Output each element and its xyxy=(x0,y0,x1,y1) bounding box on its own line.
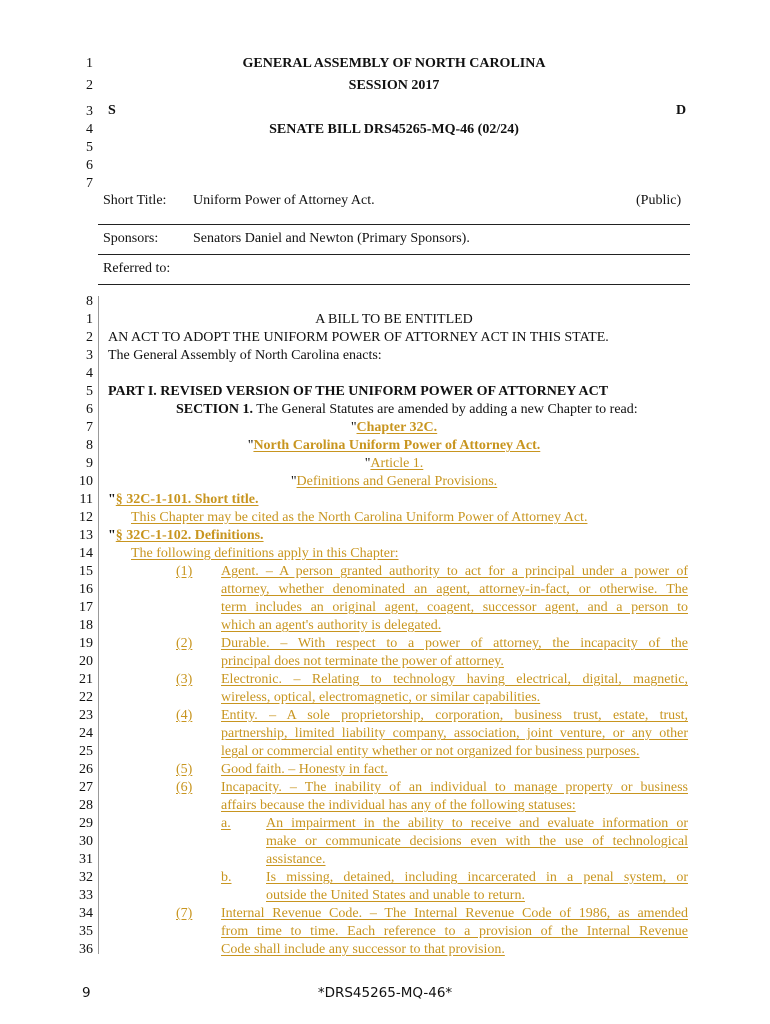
line-number: 33 xyxy=(79,888,93,903)
line-number: 8 xyxy=(86,438,93,453)
line-number: 32 xyxy=(79,870,93,885)
line-number: 27 xyxy=(79,780,93,795)
line-number: 25 xyxy=(79,744,93,759)
line-number: 5 xyxy=(86,140,93,155)
chapter-heading xyxy=(98,419,690,437)
sponsors-label: Sponsors: xyxy=(103,231,159,246)
line-number: 16 xyxy=(79,582,93,597)
divider xyxy=(98,284,690,285)
referred-label: Referred to: xyxy=(103,261,171,276)
chamber-code-left: S xyxy=(108,103,116,118)
act-name-heading xyxy=(98,437,690,455)
line-number: 15 xyxy=(79,564,93,579)
line-number: 2 xyxy=(86,78,93,93)
line-number: 9 xyxy=(86,456,93,471)
open-quote: " xyxy=(290,474,297,489)
line-number: 12 xyxy=(79,510,93,525)
line-number: 6 xyxy=(86,402,93,417)
line-number: 8 xyxy=(86,294,93,309)
definition-text: affairs because the individual has any of the following statuses: xyxy=(221,798,576,813)
definition-text: Electronic. – Relating to technology having electrical, digital, magnetic, xyxy=(221,672,688,687)
line-number: 30 xyxy=(79,834,93,849)
session-title: SESSION 2017 xyxy=(348,78,440,93)
definition-number: (2) xyxy=(176,636,193,651)
definition-text: partnership, limited liability company, association, joint venture, or any other xyxy=(221,726,688,741)
line-number: 7 xyxy=(86,420,93,435)
article-heading xyxy=(98,455,690,473)
definition-text: principal does not terminate the power of attorney. xyxy=(221,654,504,669)
short-title-label: Short Title: xyxy=(103,193,167,208)
definition-text: Incapacity. – The inability of an individual to manage property or business xyxy=(221,780,688,795)
open-quote: " xyxy=(350,420,357,435)
definition-text: Is missing, detained, including incarcerated in a penal system, or xyxy=(266,870,688,885)
definition-number: a. xyxy=(221,816,231,831)
definition-text: which an agent's authority is delegated. xyxy=(221,618,442,633)
section-text: The General Statutes are amended by adding a new Chapter to read: xyxy=(256,402,638,417)
line-number: 4 xyxy=(86,122,93,137)
line-number: 14 xyxy=(79,546,93,561)
line-number: 3 xyxy=(86,104,93,119)
section-102-heading xyxy=(108,527,264,545)
section-102-title: § 32C-1-102. Definitions. xyxy=(115,528,264,543)
line-number: 28 xyxy=(79,798,93,813)
definition-text: attorney, whether denominated an agent, attorney-in-fact, or otherwise. The xyxy=(221,582,688,597)
line-number: 5 xyxy=(86,384,93,399)
line-number: 34 xyxy=(79,906,93,921)
assembly-title: GENERAL ASSEMBLY OF NORTH CAROLINA xyxy=(242,56,546,71)
definition-text: An impairment in the ability to receive and evaluate information or xyxy=(266,816,688,831)
open-quote: " xyxy=(364,456,371,471)
definition-text: Good faith. – Honesty in fact. xyxy=(221,762,388,777)
act-name: North Carolina Uniform Power of Attorney Act. xyxy=(253,438,541,453)
definition-text: outside the United States and unable to return. xyxy=(266,888,525,903)
article-title-heading xyxy=(98,473,690,491)
line-number: 7 xyxy=(86,176,93,191)
chapter-number: Chapter 32C. xyxy=(356,420,438,435)
line-number: 17 xyxy=(79,600,93,615)
line-number: 21 xyxy=(79,672,93,687)
line-number: 19 xyxy=(79,636,93,651)
definition-text: make or communicate decisions even with the use of technological xyxy=(266,834,688,849)
definition-text: from time to time. Each reference to a provision of the Internal Revenue xyxy=(221,924,688,939)
section-101-heading xyxy=(108,491,258,509)
line-number: 13 xyxy=(79,528,93,543)
definition-number: (3) xyxy=(176,672,193,687)
line-number: 26 xyxy=(79,762,93,777)
definition-text: Entity. – A sole proprietorship, corporation, business trust, estate, trust, xyxy=(221,708,688,723)
chamber-code-right: D xyxy=(676,103,687,118)
definition-text: Code shall include any successor to that provision. xyxy=(221,942,505,957)
line-number: 31 xyxy=(79,852,93,867)
line-number-gutter-rule xyxy=(98,296,99,954)
definition-number: (5) xyxy=(176,762,193,777)
section-label: SECTION 1. xyxy=(176,402,254,417)
bill-id: SENATE BILL DRS45265-MQ-46 (02/24) xyxy=(269,122,519,137)
page-number: 9 xyxy=(82,985,91,1001)
article-number: Article 1. xyxy=(370,456,424,471)
definition-number: b. xyxy=(221,870,232,885)
open-quote: " xyxy=(108,492,116,507)
line-number: 29 xyxy=(79,816,93,831)
definition-number: (6) xyxy=(176,780,193,795)
act-title: AN ACT TO ADOPT THE UNIFORM POWER OF ATTORNEY ACT IN THIS STATE. xyxy=(108,330,609,345)
line-number: 3 xyxy=(86,348,93,363)
enacting-clause: The General Assembly of North Carolina enacts: xyxy=(108,348,382,363)
line-number: 2 xyxy=(86,330,93,345)
short-title-value: Uniform Power of Attorney Act. xyxy=(193,193,375,208)
section-1 xyxy=(176,401,638,419)
definition-text: assistance. xyxy=(266,852,326,867)
section-101-title: § 32C-1-101. Short title. xyxy=(115,492,259,507)
bill-entitled: A BILL TO BE ENTITLED xyxy=(315,312,473,327)
definition-text: legal or commercial entity whether or not organized for business purposes. xyxy=(221,744,640,759)
definition-text: term includes an original agent, coagent, successor agent, and a person to xyxy=(221,600,688,615)
open-quote: " xyxy=(108,528,116,543)
part-heading: PART I. REVISED VERSION OF THE UNIFORM POWER OF ATTORNEY ACT xyxy=(108,384,609,399)
line-number: 18 xyxy=(79,618,93,633)
line-number: 22 xyxy=(79,690,93,705)
definition-number: (7) xyxy=(176,906,193,921)
article-title: Definitions and General Provisions. xyxy=(296,474,498,489)
open-quote: " xyxy=(247,438,254,453)
document-id: *DRS45265-MQ-46* xyxy=(317,985,453,1001)
definition-text: wireless, optical, electromagnetic, or similar capabilities. xyxy=(221,690,541,705)
line-number: 10 xyxy=(79,474,93,489)
public-label: (Public) xyxy=(636,193,682,208)
line-number: 4 xyxy=(86,366,93,381)
line-number: 23 xyxy=(79,708,93,723)
sponsors-value: Senators Daniel and Newton (Primary Sponsors). xyxy=(193,231,470,246)
definition-number: (1) xyxy=(176,564,193,579)
section-101-text: This Chapter may be cited as the North Carolina Uniform Power of Attorney Act. xyxy=(131,510,588,525)
line-number: 1 xyxy=(86,312,93,327)
line-number: 35 xyxy=(79,924,93,939)
divider xyxy=(98,254,690,255)
definition-text: Durable. – With respect to a power of attorney, the incapacity of the xyxy=(221,636,688,651)
definition-number: (4) xyxy=(176,708,193,723)
definition-text: Internal Revenue Code. – The Internal Revenue Code of 1986, as amended xyxy=(221,906,688,921)
line-number: 36 xyxy=(79,942,93,957)
line-number: 24 xyxy=(79,726,93,741)
line-number: 11 xyxy=(79,492,93,507)
divider xyxy=(98,224,690,225)
definition-text: Agent. – A person granted authority to act for a principal under a power of xyxy=(221,564,688,579)
line-number: 1 xyxy=(86,56,93,71)
section-102-intro: The following definitions apply in this Chapter: xyxy=(131,546,399,561)
line-number: 20 xyxy=(79,654,93,669)
line-number: 6 xyxy=(86,158,93,173)
